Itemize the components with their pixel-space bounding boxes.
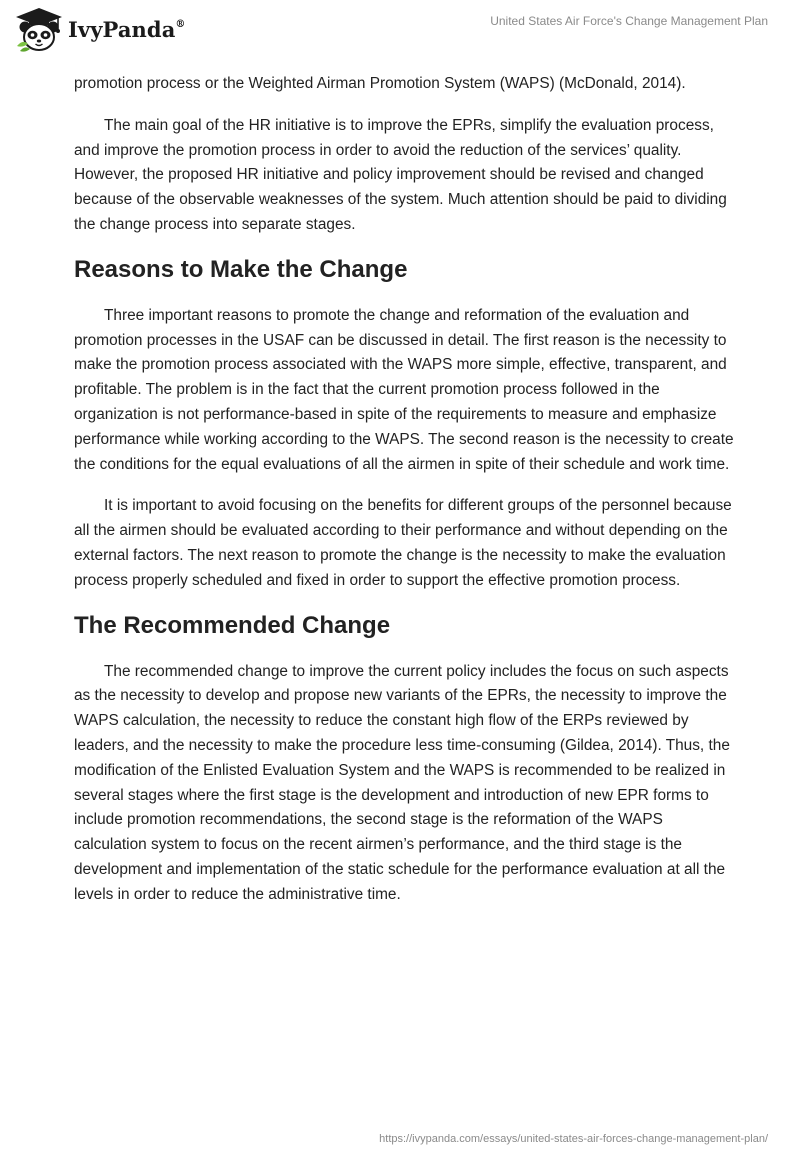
source-url-link[interactable]: https://ivypanda.com/essays/united-states-air-forces-change-management-plan/ bbox=[379, 1133, 768, 1145]
page-header bbox=[0, 0, 800, 60]
paragraph-recommended: The recommended change to improve the current policy includes the focus on such aspects as the necessity to develop and propose new variants of the EPRs, the necessity to improve the WAPS calculation, the necessity to reduce the constant high flow of the ERPs reviewed by leaders, and the necessity to make the procedure less time-consuming (Gildea, 2014). Thus, the modification of the Enlisted Evaluation System and the WAPS is recommended to be realized in several stages where the first stage is the development and introduction of new EPR forms to include promotion recommendations, the second stage is the reformation of the WAPS calculation system to focus on the recent airmen’s performance, and the third stage is the development and implementation of the static schedule for the performance evaluation at all the levels in order to reduce the administrative time. bbox=[74, 662, 730, 903]
heading-reasons: Reasons to Make the Change bbox=[74, 255, 408, 283]
panda-graduate-icon bbox=[14, 6, 64, 52]
paragraph-hr-initiative: The main goal of the HR initiative is to improve the EPRs, simplify the evaluation process, and improve the promotion process in order to avoid the reduction of the services’ quality. However, the proposed HR initiative and policy improvement should be revised and changed because of the observable weaknesses of the system. Much attention should be paid to dividing the change process into separate stages. bbox=[74, 116, 727, 233]
essay-body bbox=[74, 72, 734, 925]
heading-recommended-change: The Recommended Change bbox=[74, 611, 391, 639]
paragraph-personnel: It is important to avoid focusing on the benefits for different groups of the personnel because all the airmen should be evaluated according to their performance and without depending on the external factors. The next reason to promote the change is the necessity to make the evaluation process properly scheduled and fixed in order to support the effective promotion process. bbox=[74, 497, 732, 589]
paragraph-reasons: Three important reasons to promote the change and reformation of the evaluation and promotion processes in the USAF can be discussed in detail. The first reason is the necessity to make the promotion process associated with the WAPS more simple, effective, transparent, and profitable. The problem is in the fact that the current promotion process followed in the organization is not performance-based in spite of the requirements to measure and emphasize performance while working according to the WAPS. The second reason is the necessity to create the conditions for the equal evaluations of all the airmen in spite of their schedule and work time. bbox=[74, 306, 734, 473]
running-title: United States Air Force's Change Management Plan bbox=[490, 14, 768, 28]
brand-name: IvyPanda® bbox=[68, 16, 186, 42]
ivypanda-logo[interactable] bbox=[14, 6, 186, 52]
paragraph-continuation: promotion process or the Weighted Airman Promotion System (WAPS) (McDonald, 2014). bbox=[74, 75, 686, 92]
